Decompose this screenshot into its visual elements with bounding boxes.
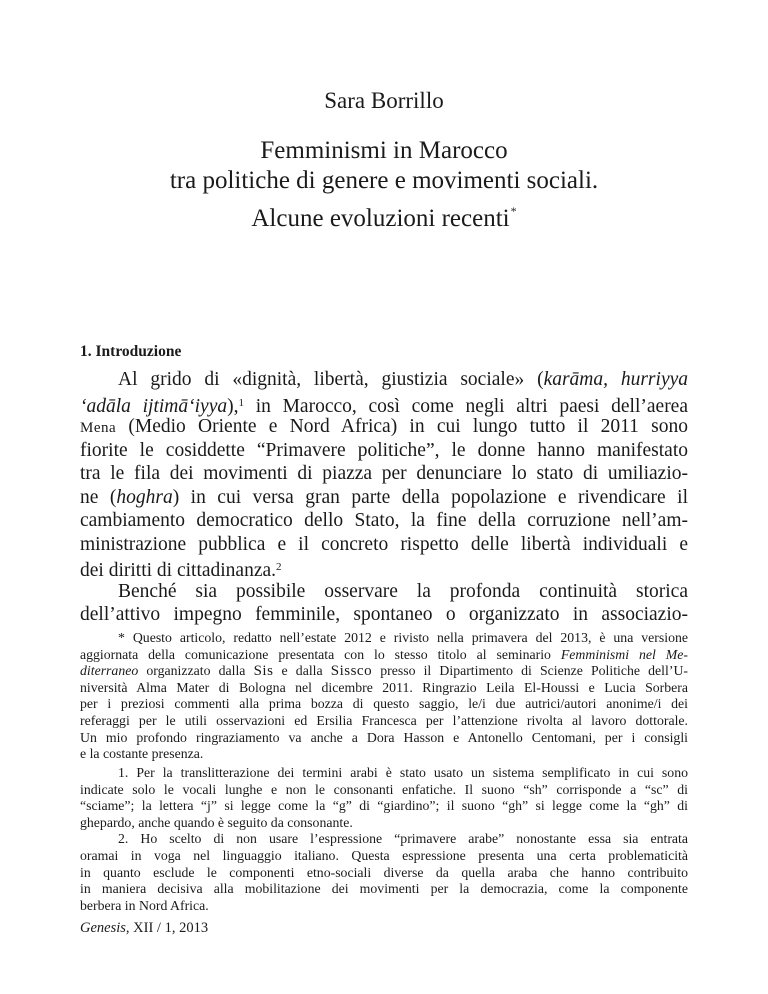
footnote-1-line: indicate solo le vocali lunghe e non le consonanti enfatiche. Il suono “sh” corrisponde a “sc” di — [80, 781, 688, 797]
note-line: Un mio profondo ringraziamento va anche a Dora Hasson e Antonello Centomani, per i consigli — [80, 729, 688, 745]
title-footnote-mark[interactable]: * — [510, 204, 517, 218]
body-line: cambiamento democratico dello Stato, la fine della corruzione nell’am- — [80, 510, 688, 531]
journal-reference — [80, 920, 208, 937]
note-line: e la costante presenza. — [80, 746, 204, 762]
body-line: dei diritti di cittadinanza.$^2$ — [80, 560, 282, 581]
journal-name: Genesis — [80, 920, 126, 936]
footnote-2-line: berbera in Nord Africa. — [80, 897, 209, 913]
body-text — [80, 368, 688, 627]
note-line: per i preziosi commenti alla prima bozza di questo saggio, le/i due autrici/autori anonime/i dei — [80, 696, 688, 712]
title-line-2: tra politiche di genere e movimenti sociali. — [169, 167, 599, 194]
footnotes — [80, 765, 688, 914]
footnote-2-line: in maniera decisiva alla mobilitazione dei movimenti per la democrazia, come la componente — [80, 881, 688, 897]
footnote-1-line: ghepardo, anche quando è seguito da consonante. — [80, 814, 353, 830]
footnote-star — [80, 630, 688, 763]
footnote-ref-1[interactable]: 1 — [238, 396, 244, 409]
body-line: ne (hoghra) in cui versa gran parte della popolazione e rivendicare il — [80, 486, 688, 508]
note-line: referaggi per le utili osservazioni ed Ersilia Francesca per l’attenzione rivolta al lavoro dottorale. — [80, 712, 688, 728]
body-line: fiorite le cosiddette “Primavere politiche”, le donne hanno manifestato — [80, 439, 688, 461]
title-line-3: Alcune evoluzioni recenti* — [251, 204, 517, 232]
body-line: Mena (Medio Oriente e Nord Africa) in cui lungo tutto il 2011 sono — [80, 416, 688, 437]
body-line: Benché sia possibile osservare la profonda continuità storica — [118, 580, 688, 602]
note-line: * Questo articolo, redatto nell’estate 2012 e rivisto nella primavera del 2013, è una versione — [118, 630, 688, 645]
author-name: Sara Borrillo — [324, 88, 444, 113]
note-line: niversità Alma Mater di Bologna nel dicembre 2011. Ringrazio Leila El-Houssi e Lucia Sorbera — [80, 679, 688, 695]
footnote-2-line: 2. Ho scelto di non usare l’espressione “primavere arabe” nonostante essa sia entrata — [118, 831, 688, 847]
footnote-1-line: “sciame”; la lettera “j” si legge come la “g” di “giardino”; il suono “gh” si legge come la “gh” di — [80, 798, 688, 814]
body-line: ministrazione pubblica e il concreto rispetto delle libertà individuali e — [80, 533, 688, 555]
title-line-1: Femminismi in Marocco — [260, 137, 508, 164]
body-line: ‘adāla ijtimā‘iyya),$^1$ in Marocco, così come negli altri paesi dell’aerea — [80, 395, 688, 417]
section-heading: 1. Introduzione — [80, 343, 182, 360]
footnote-1-line: 1. Per la translitterazione dei termini arabi è stato usato un sistema semplificato in cui sono — [118, 765, 688, 780]
journal-issue: , XII / 1, 2013 — [125, 920, 209, 936]
note-line: aggiornata della comunicazione presentata con lo stesso titolo al seminario Femminismi nel Me- — [80, 646, 688, 662]
body-line: Al grido di «dignità, libertà, giustizia sociale» (karāma, hurriyya — [118, 369, 688, 390]
footnote-2-line: oramai in voga nel linguaggio italiano. Questa espressione presenta una certa problematicità — [80, 847, 688, 863]
footnote-ref-2[interactable]: 2 — [276, 561, 282, 573]
footnote-2-line: in quanto esclude le componenti etno-sociali diverse da quella araba che hanno contribuito — [80, 864, 688, 880]
body-line: tra le fila dei movimenti di piazza per denunciare lo stato di umiliazio- — [80, 463, 688, 484]
article-title — [0, 136, 768, 234]
body-line: dell’attivo impegno femminile, spontaneo o organizzato in associazio- — [80, 604, 688, 625]
note-line: diterraneo organizzato dalla Sis e dalla Sissco presso il Dipartimento di Scienze Politiche dell’U- — [80, 663, 689, 680]
